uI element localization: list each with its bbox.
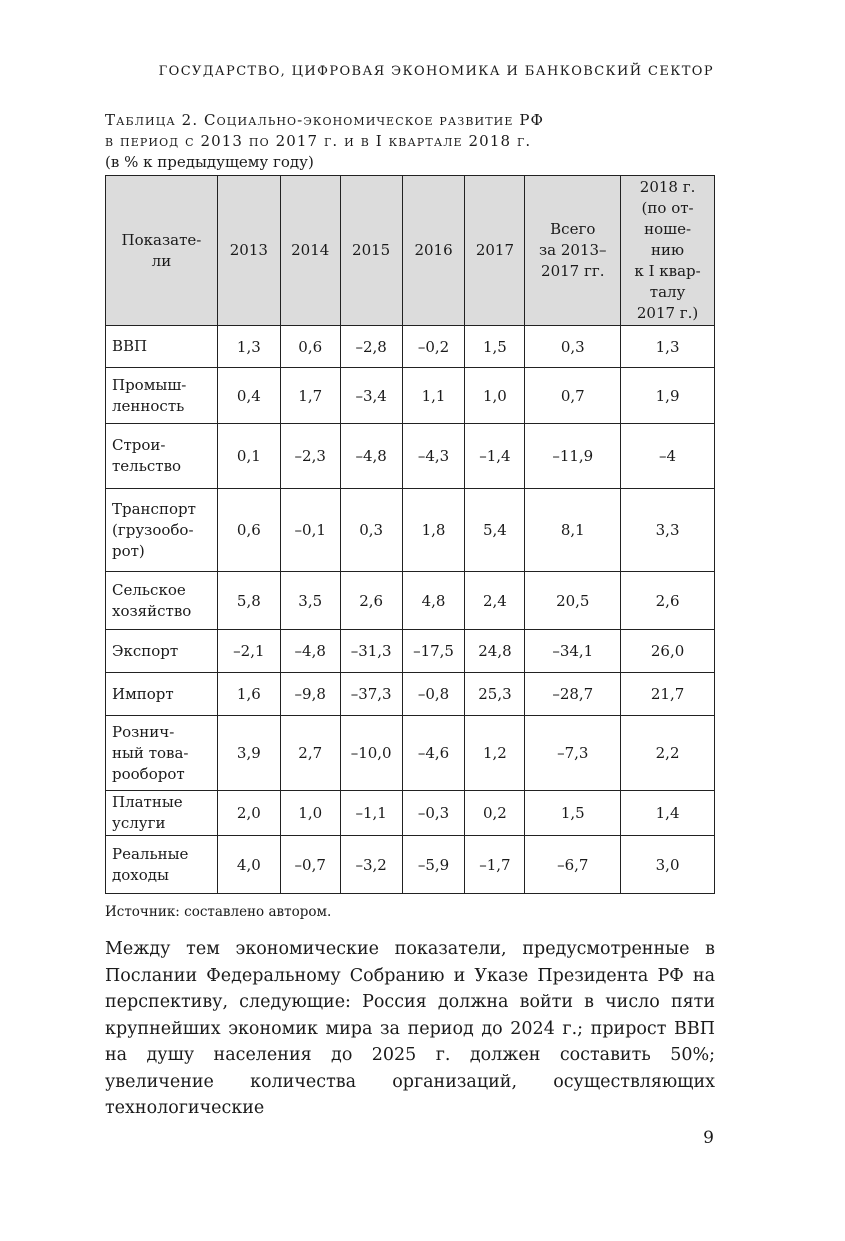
table-cell: –28,7 xyxy=(525,673,621,716)
table-cell: –34,1 xyxy=(525,630,621,673)
table-cell: –1,4 xyxy=(465,424,525,489)
table-cell: –2,1 xyxy=(217,630,280,673)
header-indicator: Показате- ли xyxy=(106,176,218,326)
table-row xyxy=(106,489,715,572)
table-cell: –17,5 xyxy=(402,630,465,673)
table-cell: –11,9 xyxy=(525,424,621,489)
table-header-row xyxy=(106,176,715,326)
header-2015: 2015 xyxy=(340,176,402,326)
body-paragraph: Между тем экономические показатели, предусмотренные в Послании Федеральному Собранию и Указе Президента РФ на перспективу, следующие: Россия должна войти в число пяти крупнейших экономик мира за период до 2024 г.; прирост ВВП на душу населения до 2025 г. должен составить 50%; увеличение количества организаций, осуществляющих технологические xyxy=(105,939,715,1118)
table-cell: –3,4 xyxy=(340,368,402,424)
table-cell: 1,0 xyxy=(280,791,340,836)
row-label: Транспорт (грузообо- рот) xyxy=(106,489,218,572)
table-cell: 25,3 xyxy=(465,673,525,716)
table-cell: –4,8 xyxy=(340,424,402,489)
table-row xyxy=(106,673,715,716)
header-2016: 2016 xyxy=(402,176,465,326)
table-cell: 0,3 xyxy=(525,326,621,368)
header-total: Всего за 2013– 2017 гг. xyxy=(525,176,621,326)
table-cell: 1,0 xyxy=(465,368,525,424)
caption-units: (в % к предыдущему году) xyxy=(105,153,314,171)
table-cell: 2,2 xyxy=(621,716,715,791)
table-cell: 5,8 xyxy=(217,572,280,630)
table-cell: 0,6 xyxy=(280,326,340,368)
table-cell: 0,3 xyxy=(340,489,402,572)
caption-period: в период с 2013 по 2017 г. и в I квартале 2018 г. xyxy=(105,132,532,150)
table-cell: –9,8 xyxy=(280,673,340,716)
table-cell: –4,3 xyxy=(402,424,465,489)
table-cell: 1,5 xyxy=(525,791,621,836)
table-cell: –37,3 xyxy=(340,673,402,716)
table-cell: 4,8 xyxy=(402,572,465,630)
table-row xyxy=(106,716,715,791)
table-cell: 8,1 xyxy=(525,489,621,572)
table-row xyxy=(106,424,715,489)
table-cell: 1,9 xyxy=(621,368,715,424)
running-head: ГОСУДАРСТВО, ЦИФРОВАЯ ЭКОНОМИКА И БАНКОВСКИЙ СЕКТОР xyxy=(158,64,714,79)
table-cell: 1,3 xyxy=(621,326,715,368)
header-2013: 2013 xyxy=(217,176,280,326)
table-cell: 1,6 xyxy=(217,673,280,716)
table-cell: –31,3 xyxy=(340,630,402,673)
table-cell: –1,1 xyxy=(340,791,402,836)
table-cell: 1,2 xyxy=(465,716,525,791)
table-cell: 0,7 xyxy=(525,368,621,424)
table-cell: 24,8 xyxy=(465,630,525,673)
table-cell: –4,6 xyxy=(402,716,465,791)
table-cell: –2,8 xyxy=(340,326,402,368)
table-cell: 2,4 xyxy=(465,572,525,630)
table-cell: –0,7 xyxy=(280,836,340,894)
table-cell: 5,4 xyxy=(465,489,525,572)
table-cell: 2,6 xyxy=(621,572,715,630)
table-row xyxy=(106,368,715,424)
table-cell: 2,0 xyxy=(217,791,280,836)
header-2017: 2017 xyxy=(465,176,525,326)
table-row xyxy=(106,791,715,836)
table-cell: –3,2 xyxy=(340,836,402,894)
table-cell: –0,2 xyxy=(402,326,465,368)
caption-title: Таблица 2. Социально-экономическое развитие РФ xyxy=(105,111,545,129)
header-q1-2018: 2018 г. (по от- ноше- нию к I квар- талу 2017 г.) xyxy=(621,176,715,326)
table-cell: 0,1 xyxy=(217,424,280,489)
data-table xyxy=(105,175,715,894)
table-row xyxy=(106,630,715,673)
table-cell: –4 xyxy=(621,424,715,489)
table-cell: –0,8 xyxy=(402,673,465,716)
table-cell: 3,3 xyxy=(621,489,715,572)
header-2014: 2014 xyxy=(280,176,340,326)
table-cell: 20,5 xyxy=(525,572,621,630)
table-cell: 3,0 xyxy=(621,836,715,894)
source-note: Источник: составлено автором. xyxy=(105,904,332,920)
page-number: 9 xyxy=(703,1128,714,1148)
row-label: Платные услуги xyxy=(106,791,218,836)
table-cell: 4,0 xyxy=(217,836,280,894)
row-label: Сельское хозяйство xyxy=(106,572,218,630)
table-cell: –6,7 xyxy=(525,836,621,894)
table-cell: 2,6 xyxy=(340,572,402,630)
table-cell: 21,7 xyxy=(621,673,715,716)
table-cell: 0,2 xyxy=(465,791,525,836)
row-label: Экспорт xyxy=(106,630,218,673)
table-cell: 3,5 xyxy=(280,572,340,630)
table-cell: –10,0 xyxy=(340,716,402,791)
row-label: Строи- тельство xyxy=(106,424,218,489)
table-cell: –1,7 xyxy=(465,836,525,894)
table-caption xyxy=(105,110,725,173)
table-cell: 0,4 xyxy=(217,368,280,424)
table-cell: 1,4 xyxy=(621,791,715,836)
table-cell: 2,7 xyxy=(280,716,340,791)
table-row xyxy=(106,836,715,894)
table-row xyxy=(106,326,715,368)
row-label: Импорт xyxy=(106,673,218,716)
table-cell: 1,7 xyxy=(280,368,340,424)
table-cell: 1,5 xyxy=(465,326,525,368)
table-cell: 1,1 xyxy=(402,368,465,424)
table-cell: –2,3 xyxy=(280,424,340,489)
table-cell: 3,9 xyxy=(217,716,280,791)
row-label: Промыш- ленность xyxy=(106,368,218,424)
row-label: ВВП xyxy=(106,326,218,368)
table-cell: 26,0 xyxy=(621,630,715,673)
table-cell: 0,6 xyxy=(217,489,280,572)
table-cell: 1,3 xyxy=(217,326,280,368)
row-label: Рознич- ный това- рооборот xyxy=(106,716,218,791)
table-cell: –5,9 xyxy=(402,836,465,894)
table-cell: 1,8 xyxy=(402,489,465,572)
row-label: Реальные доходы xyxy=(106,836,218,894)
table-cell: –0,1 xyxy=(280,489,340,572)
table-cell: –4,8 xyxy=(280,630,340,673)
table-cell: –0,3 xyxy=(402,791,465,836)
table-cell: –7,3 xyxy=(525,716,621,791)
table-row xyxy=(106,572,715,630)
